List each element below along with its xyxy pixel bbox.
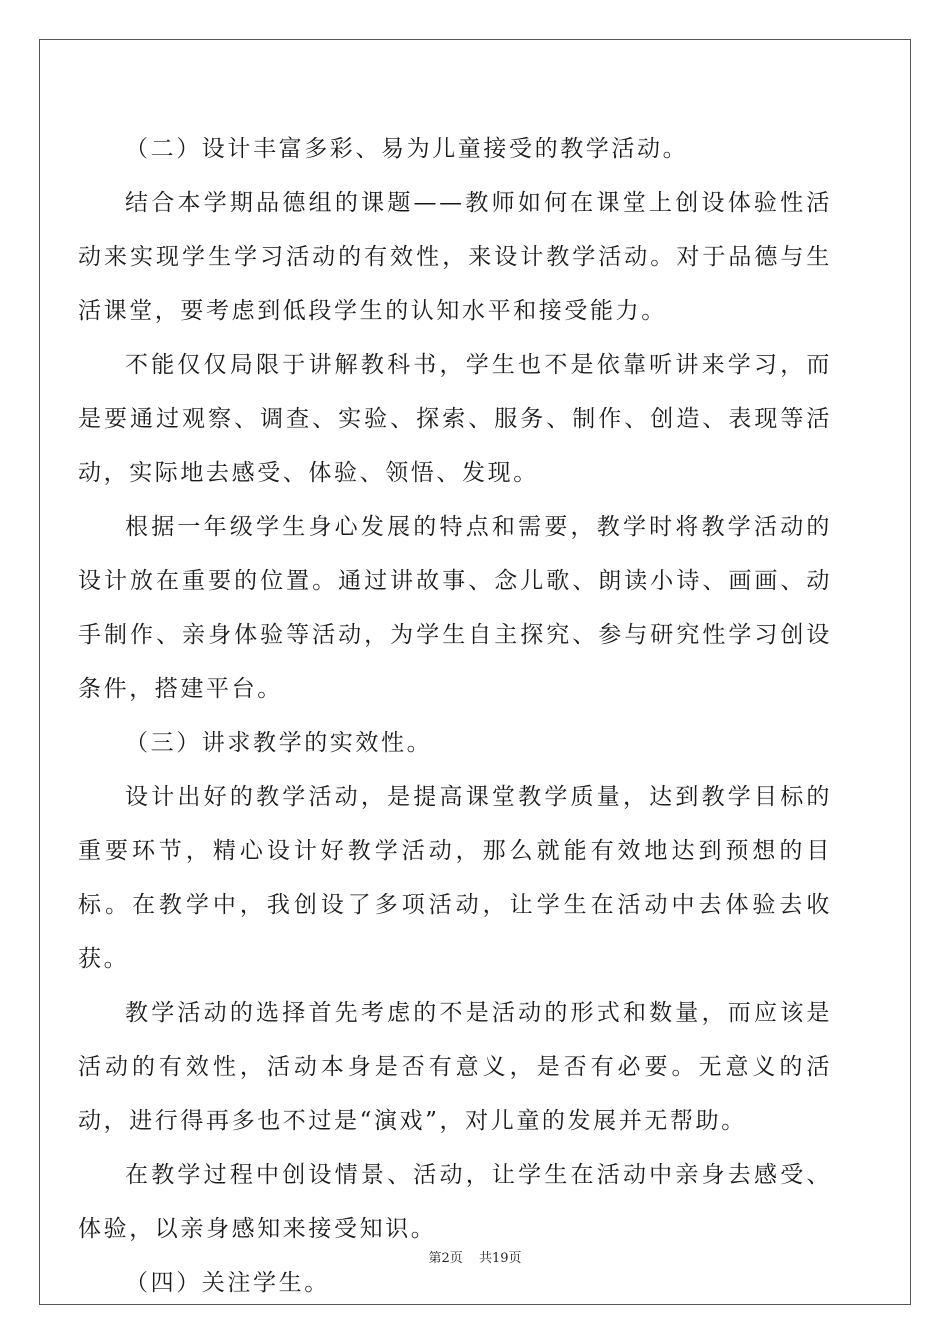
body-paragraph: 在教学过程中创设情景、活动，让学生在活动中亲身去感受、体验，以亲身感知来接受知识。 <box>78 1162 832 1242</box>
page-footer <box>0 1247 950 1266</box>
document-body <box>78 122 832 1310</box>
body-paragraph: 不能仅仅局限于讲解教科书，学生也不是依靠听讲来学习，而是要通过观察、调查、实验、探索、服务、制作、创造、表现等活动，实际地去感受、体验、领悟、发现。 <box>78 352 832 486</box>
section-heading-2: （二）设计丰富多彩、易为儿童接受的教学活动。 <box>125 136 689 162</box>
section-heading-3: （三）讲求教学的实效性。 <box>125 730 433 756</box>
body-paragraph: 设计出好的教学活动，是提高课堂教学质量，达到教学目标的重要环节，精心设计好教学活动，那么就能有效地达到预想的目标。在教学中，我创设了多项活动，让学生在活动中去体验去收获。 <box>78 784 832 972</box>
body-paragraph: 结合本学期品德组的课题——教师如何在课堂上创设体验性活动来实现学生学习活动的有效性，来设计教学活动。对于品德与生活课堂，要考虑到低段学生的认知水平和接受能力。 <box>78 190 832 324</box>
body-paragraph: 教学活动的选择首先考虑的不是活动的形式和数量，而应该是活动的有效性，活动本身是否有意义，是否有必要。无意义的活动，进行得再多也不过是“演戏”，对儿童的发展并无帮助。 <box>78 1000 832 1134</box>
page-number: 第2页 <box>428 1251 463 1266</box>
section-heading-4: （四）关注学生。 <box>125 1270 330 1296</box>
page-total: 共19页 <box>478 1251 522 1266</box>
body-paragraph: 根据一年级学生身心发展的特点和需要，教学时将教学活动的设计放在重要的位置。通过讲故事、念儿歌、朗读小诗、画画、动手制作、亲身体验等活动，为学生自主探究、参与研究性学习创设条件，搭建平台。 <box>78 514 832 702</box>
